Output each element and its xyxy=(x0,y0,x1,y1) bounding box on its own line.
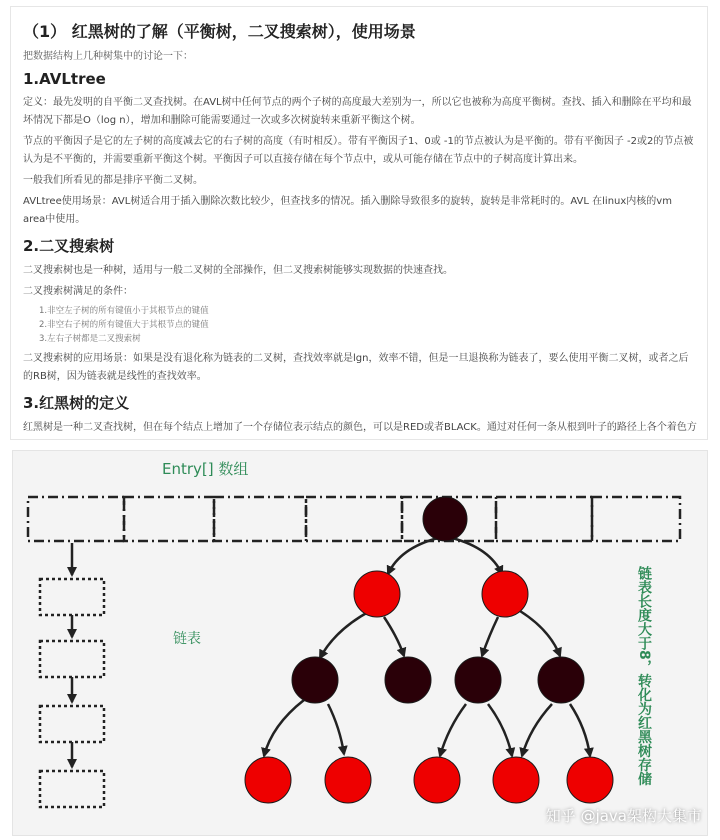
red-node xyxy=(354,571,400,617)
tree-edge xyxy=(520,611,560,656)
black-node xyxy=(292,657,338,703)
tree-edges xyxy=(264,538,590,756)
article-title: （1） 红黑树的了解（平衡树，二叉搜索树），使用场景 xyxy=(23,22,416,41)
entry-array xyxy=(28,497,680,541)
tree-edge xyxy=(488,704,512,756)
tree-edge xyxy=(388,538,438,574)
avl-paragraph-definition: 定义：最先发明的自平衡二叉查找树。在AVL树中任何节点的两个子树的高度最大差别为一，所以它也被称为高度平衡树。查找、插入和删除在平均和最坏情况下都是O（log n），增加和删除可能需要通过一次或多次树旋转来重新平衡这个树。 xyxy=(23,97,692,126)
bst-paragraph-usage: 二叉搜索树的应用场景：如果是没有退化称为链表的二叉树，查找效率就是lgn，效率不错，但是一旦退换称为链表了，要么使用平衡二叉树，或者之后的RB树，因为链表就是线性的查找效率。 xyxy=(23,353,689,382)
tree-edge xyxy=(384,617,404,656)
black-node xyxy=(455,657,501,703)
array-cell xyxy=(124,497,214,541)
list-item: 1.非空左子树的所有键值小于其根节点的键值 xyxy=(39,306,209,316)
conversion-note: 链表长度大于8，转化为红黑树存储 xyxy=(636,566,652,786)
bst-paragraph-conditions: 二叉搜索树满足的条件： xyxy=(23,286,133,297)
list-node xyxy=(40,771,104,807)
red-node xyxy=(414,757,460,803)
tree-edge xyxy=(570,704,590,756)
section-heading-bst: 2.二叉搜索树 xyxy=(23,237,115,255)
list-item: 3.左右子树都是二叉搜索树 xyxy=(39,334,141,344)
red-node xyxy=(493,757,539,803)
array-cell xyxy=(592,497,680,541)
section-heading-rbtree: 3.红黑树的定义 xyxy=(23,394,130,412)
linked-list-label: 链表 xyxy=(173,631,201,647)
black-node xyxy=(538,657,584,703)
watermark: 知乎 @java架构大集市 xyxy=(545,807,702,825)
section-heading-avl: 1.AVLtree xyxy=(23,70,106,88)
red-node xyxy=(325,757,371,803)
red-node xyxy=(482,571,528,617)
list-node xyxy=(40,706,104,742)
avl-paragraph-balance-factor: 节点的平衡因子是它的左子树的高度减去它的右子树的高度（有时相反）。带有平衡因子1、0或 -1的节点被认为是平衡的。带有平衡因子 -2或2的节点被认为是不平衡的，并需要重新平衡这个树。平衡因子可以直接存储在每个节点中，或从可能存储在节点中的子树高度计算出来。 xyxy=(23,136,694,165)
tree-edge xyxy=(264,700,304,756)
red-node xyxy=(567,757,613,803)
black-node xyxy=(385,657,431,703)
list-node xyxy=(40,641,104,677)
array-cell xyxy=(306,497,402,541)
tree-edge xyxy=(482,617,498,656)
array-cell xyxy=(496,497,592,541)
entry-array-label: Entry[] 数组 xyxy=(162,460,249,478)
article-intro: 把数据结构上几种树集中的讨论一下： xyxy=(23,51,193,62)
list-item: 2.非空右子树的所有键值大于其根节点的键值 xyxy=(39,320,209,330)
bst-paragraph-intro: 二叉搜索树也是一种树，适用与一般二叉树的全部操作，但二叉搜索树能够实现数据的快速查找。 xyxy=(23,265,453,276)
tree-edge xyxy=(440,704,466,756)
rbtree-paragraph-definition: 红黑树是一种二叉查找树，但在每个结点上增加了一个存储位表示结点的颜色，可以是RED或者BLACK。通过对任何一条从根到叶子的路径上各个着色方 xyxy=(23,422,697,433)
tree-edge xyxy=(522,704,552,756)
tree-edge xyxy=(328,704,344,754)
tree-edge xyxy=(452,538,502,574)
black-node xyxy=(423,497,467,541)
list-node xyxy=(40,579,104,615)
array-cell xyxy=(214,497,306,541)
red-node xyxy=(245,757,291,803)
avl-paragraph-common: 一般我们所看见的都是排序平衡二叉树。 xyxy=(23,175,203,186)
array-cell xyxy=(28,497,124,541)
avl-paragraph-usage: AVLtree使用场景：AVL树适合用于插入删除次数比较少，但查找多的情况。插入删除导致很多的旋转，旋转是非常耗时的。AVL 在linux内核的vm area中使用。 xyxy=(23,196,672,225)
tree-edge xyxy=(320,611,370,658)
